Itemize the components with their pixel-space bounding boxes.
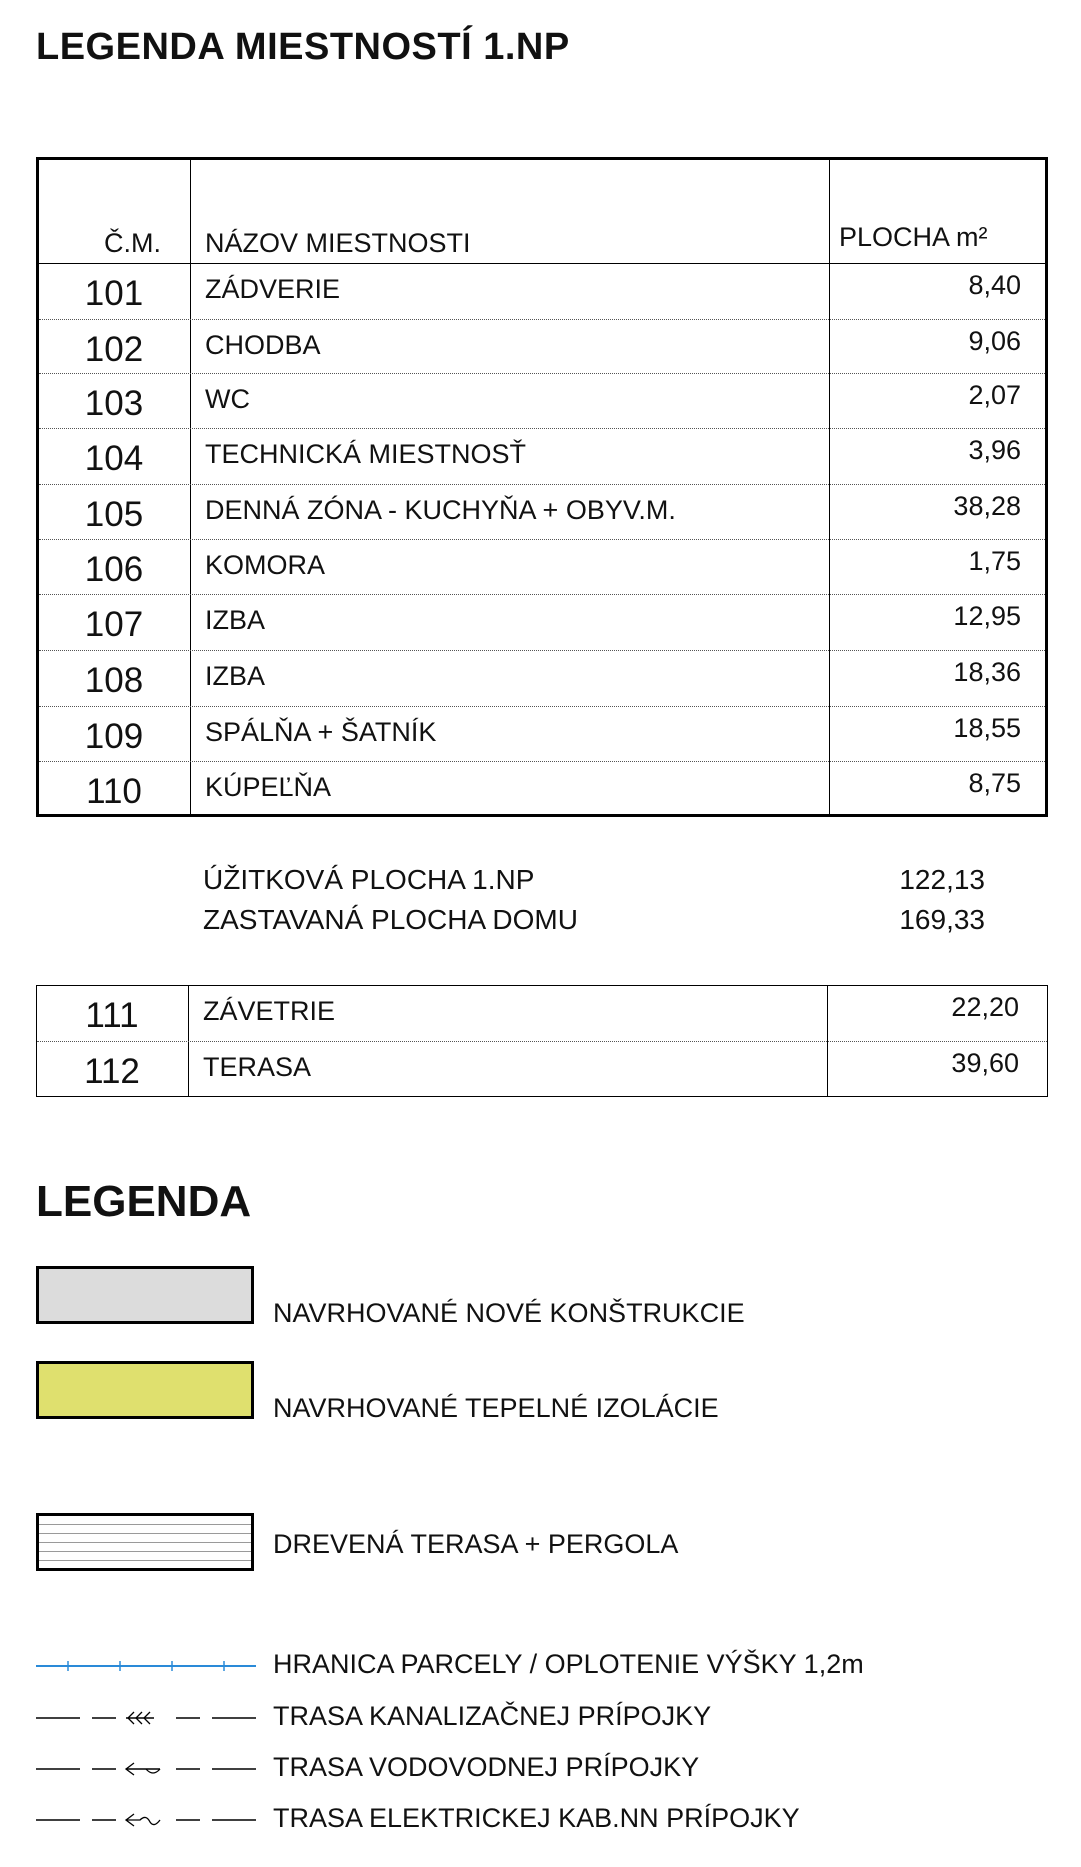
room-number: 105	[84, 495, 144, 534]
header-name: NÁZOV MIESTNOSTI	[205, 228, 471, 258]
room-name: IZBA	[205, 605, 266, 635]
room-number: 108	[84, 661, 144, 700]
room-number: 109	[84, 717, 144, 756]
room-name: DENNÁ ZÓNA - KUCHYŇA + OBYV.M.	[205, 495, 676, 525]
room-name: ZÁVETRIE	[203, 996, 336, 1026]
legend-label: NAVRHOVANÉ NOVÉ KONŠTRUKCIE	[273, 1298, 745, 1328]
water-line-icon	[36, 1757, 256, 1781]
room-name: KOMORA	[205, 550, 326, 580]
table-row	[39, 540, 1045, 596]
room-area: 18,55	[953, 713, 1021, 743]
table-row	[39, 485, 1045, 541]
summary-value: 169,33	[899, 904, 985, 935]
table-row	[39, 429, 1045, 485]
table-row	[39, 374, 1045, 430]
room-area: 3,96	[968, 435, 1021, 465]
electric-line-icon	[36, 1808, 256, 1832]
header-number: Č.M.	[104, 228, 161, 258]
room-area: 8,75	[968, 768, 1021, 798]
table-row	[39, 595, 1045, 651]
room-area: 18,36	[953, 657, 1021, 687]
room-area: 39,60	[951, 1048, 1019, 1078]
room-name: TECHNICKÁ MIESTNOSŤ	[205, 439, 527, 469]
room-table	[36, 157, 1048, 817]
table-row	[39, 707, 1045, 763]
summary-label: ÚŽITKOVÁ PLOCHA 1.NP	[203, 864, 535, 895]
legend-label: TRASA ELEKTRICKEJ KAB.NN PRÍPOJKY	[273, 1803, 800, 1833]
table-row	[39, 762, 1045, 818]
table-row	[39, 651, 1045, 707]
room-number: 102	[84, 330, 144, 369]
table-row	[37, 1042, 1047, 1098]
room-name: WC	[205, 384, 250, 414]
room-number: 101	[84, 274, 144, 313]
new-constructions-swatch	[36, 1266, 254, 1324]
legend-label: HRANICA PARCELY / OPLOTENIE VÝŠKY 1,2m	[273, 1649, 864, 1679]
table-row	[39, 320, 1045, 376]
room-area: 8,40	[968, 270, 1021, 300]
room-area: 22,20	[951, 992, 1019, 1022]
thermal-insulation-swatch	[36, 1361, 254, 1419]
room-number: 104	[84, 439, 144, 478]
room-name: ZÁDVERIE	[205, 274, 341, 304]
header-area: PLOCHA m²	[839, 222, 988, 252]
table-row	[39, 264, 1045, 320]
legend-label: NAVRHOVANÉ TEPELNÉ IZOLÁCIE	[273, 1393, 719, 1423]
legend-label: TRASA KANALIZAČNEJ PRÍPOJKY	[273, 1701, 712, 1731]
room-name: IZBA	[205, 661, 266, 691]
exterior-table	[36, 985, 1048, 1097]
legend-label: TRASA VODOVODNEJ PRÍPOJKY	[273, 1752, 700, 1782]
room-name: TERASA	[203, 1052, 312, 1082]
summary-label: ZASTAVANÁ PLOCHA DOMU	[203, 904, 578, 935]
room-name: CHODBA	[205, 330, 321, 360]
legend-title: LEGENDA	[36, 1177, 252, 1226]
room-number: 103	[84, 384, 144, 423]
room-name: KÚPEĽŇA	[205, 772, 332, 802]
legend-label: DREVENÁ TERASA + PERGOLA	[273, 1529, 679, 1559]
room-area: 2,07	[968, 380, 1021, 410]
summary-value: 122,13	[899, 864, 985, 895]
room-number: 106	[84, 550, 144, 589]
table-row	[37, 986, 1047, 1042]
room-number: 111	[85, 996, 139, 1035]
wooden-terrace-swatch	[36, 1513, 254, 1571]
room-area: 38,28	[953, 491, 1021, 521]
sewer-line-icon	[36, 1706, 256, 1730]
room-area: 9,06	[968, 326, 1021, 356]
room-area: 1,75	[968, 546, 1021, 576]
room-number: 110	[86, 772, 142, 811]
room-name: SPÁLŇA + ŠATNÍK	[205, 717, 437, 747]
room-area: 12,95	[953, 601, 1021, 631]
room-number: 112	[84, 1052, 140, 1091]
page-title: LEGENDA MIESTNOSTÍ 1.NP	[36, 26, 570, 68]
room-number: 107	[84, 605, 144, 644]
boundary-line-icon	[36, 1654, 256, 1678]
